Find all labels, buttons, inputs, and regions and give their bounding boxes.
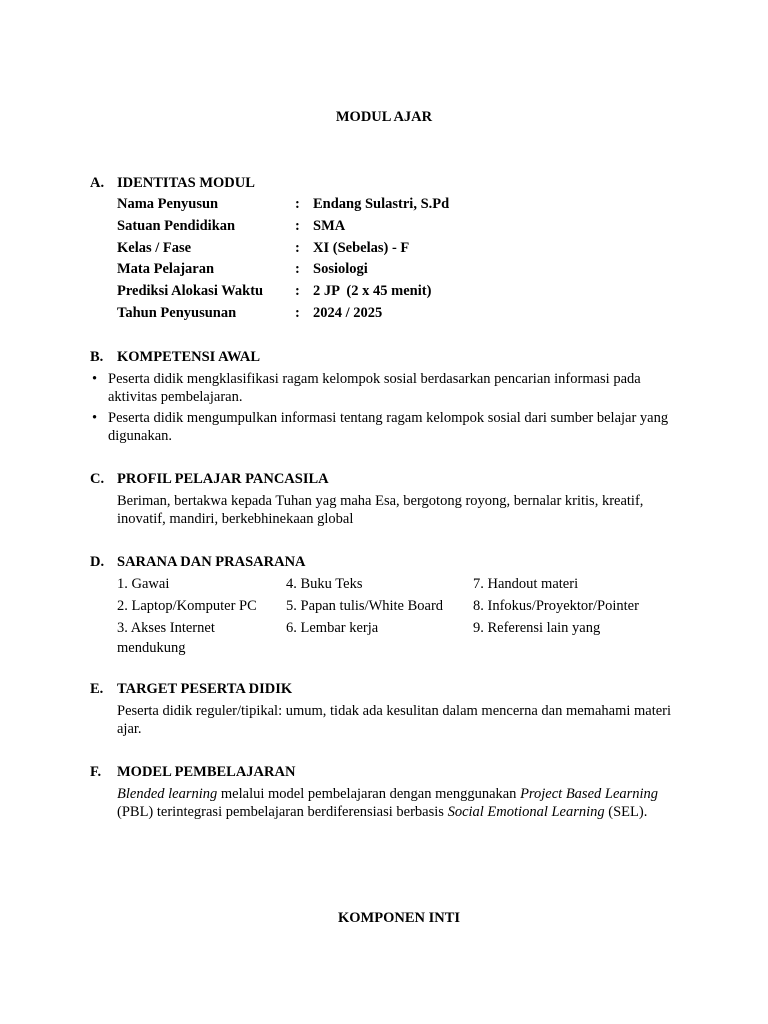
section-letter: F. [90,764,102,780]
section-letter: B. [90,349,104,365]
section-target-peserta-didik [90,679,680,738]
identity-value: Endang Sulastri, S.Pd [313,196,450,212]
section-heading [90,762,680,782]
list-item [90,409,680,445]
identity-value: 2 JP (2 x 45 menit) [313,283,432,300]
facility-item-continuation: mendukung [117,640,186,656]
identity-label: Prediksi Alokasi Waktu [117,283,264,300]
identity-value: XI (Sebelas) - F [313,239,410,256]
document-title: MODUL AJAR [335,109,433,125]
identity-row [117,238,680,260]
facility-item: 9. Referensi lain yang [473,620,601,636]
identity-colon: : [295,304,300,321]
target-text: Peserta didik reguler/tipikal: umum, tidak ada kesulitan dalam mencerna dan memahami materi ajar. [117,703,672,737]
section-title: IDENTITAS MODUL [117,175,255,191]
section-title: PROFIL PELAJAR PANCASILA [117,471,329,487]
identity-colon: : [295,239,300,256]
identity-label: Mata Pelajaran [117,261,215,278]
facility-item: 8. Infokus/Proyektor/Pointer [473,598,639,614]
identity-colon: : [295,196,300,212]
facility-item: 5. Papan tulis/White Board [286,598,444,614]
identity-label: Tahun Penyusunan [117,304,237,321]
identity-colon: : [295,217,300,234]
section-title: SARANA DAN PRASARANA [117,554,306,570]
identity-label: Nama Penyusun [117,196,219,212]
section-letter: A. [90,175,105,191]
list-item [90,370,680,406]
identity-row [117,281,680,303]
section-model-pembelajaran [90,762,680,821]
section-heading [90,469,680,489]
section-title: MODEL PEMBELAJARAN [117,764,296,780]
section-profil-pelajar-pancasila [90,469,680,528]
section-letter: E. [90,681,104,697]
text-run: (PBL) terintegrasi pembelajaran berdiferensiasi berbasis [117,804,448,820]
italic-term: Social Emotional Learning [447,804,605,820]
identity-row [117,259,680,281]
identity-label: Kelas / Fase [117,239,192,256]
section-sarana-prasarana [90,552,680,657]
facility-item: 6. Lembar kerja [286,620,379,636]
profile-text: Beriman, bertakwa kepada Tuhan yag maha Esa, bergotong royong, bernalar kritis, kreatif, inovatif, mandiri, berkebhinekaan global [117,493,644,527]
italic-term: Blended learning [117,786,218,802]
identity-colon: : [295,283,300,300]
identity-label: Satuan Pendidikan [117,217,236,234]
section-title: KOMPETENSI AWAL [117,349,261,365]
facilities-grid [117,573,680,657]
identity-row [117,303,680,325]
section-heading [90,347,680,367]
facility-item: 1. Gawai [117,576,170,592]
section-title-komponen-inti: KOMPONEN INTI [337,910,461,926]
model-text [117,785,680,821]
section-heading [90,173,680,193]
list-item-text: Peserta didik mengumpulkan informasi tentang ragam kelompok sosial dari sumber belajar yang digunakan. [108,410,669,444]
italic-term: Project Based Learning [520,786,659,802]
identity-value: Sosiologi [313,261,368,278]
section-heading [90,679,680,699]
section-letter: C. [90,471,105,487]
identity-row [117,216,680,238]
text-run: melalui model pembelajaran dengan menggunakan [217,786,521,802]
section-kompetensi-awal [90,347,680,448]
identity-table [117,194,680,325]
section-identitas-modul [90,173,680,325]
section-title: TARGET PESERTA DIDIK [117,681,293,697]
identity-colon: : [295,261,300,278]
section-letter: D. [90,554,105,570]
facility-item: 7. Handout materi [473,576,579,592]
text-run: (SEL). [604,804,648,820]
bullet-icon: • [92,371,98,387]
competency-list [90,370,680,445]
identity-row [117,194,680,216]
facility-item: 3. Akses Internet [117,620,215,636]
list-item-text: Peserta didik mengklasifikasi ragam kelompok sosial berdasarkan pencarian informasi pada aktivitas pembelajaran. [108,371,641,405]
bullet-icon: • [92,410,98,426]
identity-value: SMA [313,217,346,234]
identity-value: 2024 / 2025 [313,304,383,321]
facility-item: 4. Buku Teks [286,576,363,592]
facility-item: 2. Laptop/Komputer PC [117,598,257,614]
section-heading [90,552,680,572]
